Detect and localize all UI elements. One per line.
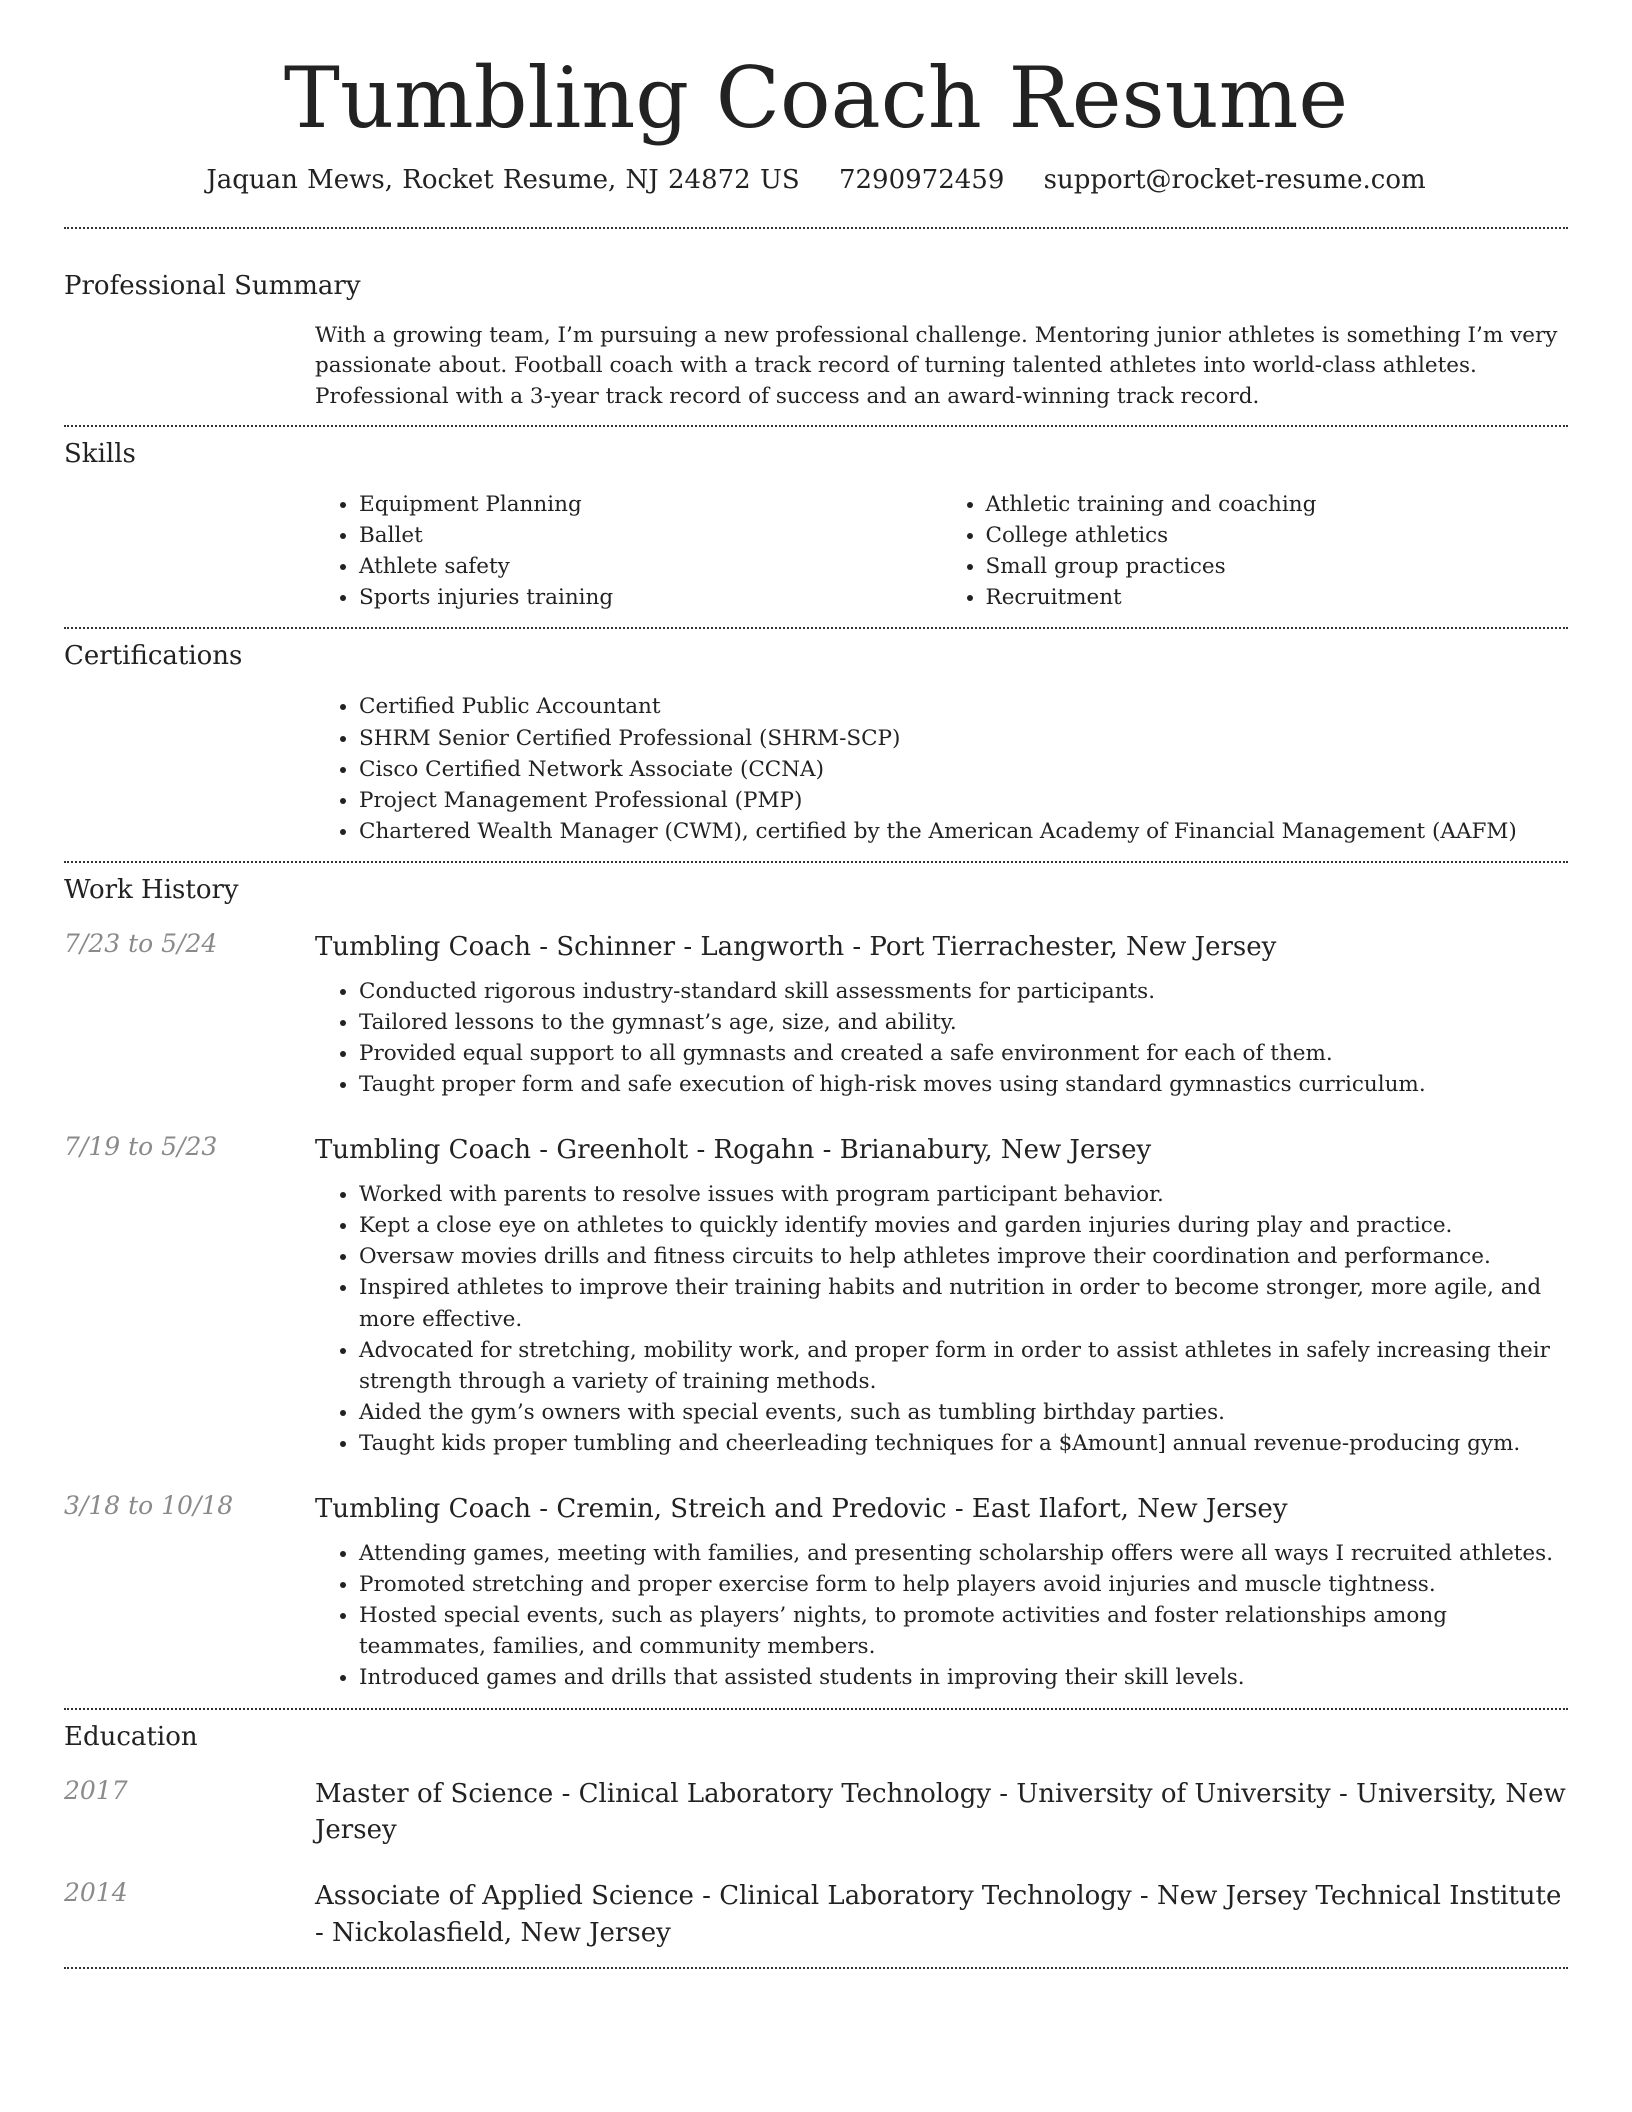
skills-right-column [942,489,1569,614]
job-bullet: • Attending games, meeting with families, and presenting scholarship offers were all ways I recruited athletes. [359,1538,1568,1569]
resume-title: Tumbling Coach Resume [283,49,1349,147]
job-bullets [315,976,1568,1101]
job-bullets [315,1179,1568,1460]
contact-address: Jaquan Mews, Rocket Resume, NJ 24872 US [206,164,800,195]
job-bullet: • Hosted special events, such as players’ nights, to promote activities and foster relationships among teammates, families, and community members. [359,1600,1568,1662]
skills-section [0,427,1632,614]
job-entry [64,1132,1568,1459]
job-bullet: • Worked with parents to resolve issues with program participant behavior. [359,1179,1568,1210]
certification-item: • SHRM Senior Certified Professional (SHRM-SCP) [359,723,1568,754]
skills-heading: Skills [64,438,136,469]
skill-item: • Ballet [359,520,942,551]
contact-phone: 7290972459 [838,164,1005,195]
certification-item: • Project Management Professional (PMP) [359,785,1568,816]
job-bullet: • Inspired athletes to improve their training habits and nutrition in order to become stronger, more agile, and more effective. [359,1272,1568,1334]
resume-header [0,0,1632,195]
job-title: Tumbling Coach - Schinner - Langworth - Port Tierrachester, New Jersey [315,932,1277,963]
education-entry [64,1776,1568,1849]
summary-section [0,229,1632,413]
job-dates: 3/18 to 10/18 [64,1491,234,1521]
job-bullet: • Kept a close eye on athletes to quickly identify movies and garden injuries during play and practice. [359,1210,1568,1241]
skill-item: • Athlete safety [359,551,942,582]
job-bullet: • Conducted rigorous industry-standard skill assessments for participants. [359,976,1568,1007]
contact-line [0,165,1632,195]
education-year: 2014 [64,1878,128,1908]
skill-item: • Athletic training and coaching [986,489,1569,520]
skills-left-column [315,489,942,614]
skill-item: • Small group practices [986,551,1569,582]
education-entry [64,1878,1568,1951]
section-divider [64,1967,1568,1969]
certification-item: • Cisco Certified Network Associate (CCNA) [359,754,1568,785]
job-dates: 7/19 to 5/23 [64,1132,218,1162]
skill-item: • College athletics [986,520,1569,551]
skill-item: • Equipment Planning [359,489,942,520]
job-bullet: • Provided equal support to all gymnasts and created a safe environment for each of them. [359,1038,1568,1069]
job-bullet: • Advocated for stretching, mobility work, and proper form in order to assist athletes in safely increasing their strength through a variety of training methods. [359,1335,1568,1397]
job-bullet: • Tailored lessons to the gymnast’s age, size, and ability. [359,1007,1568,1038]
job-dates: 7/23 to 5/24 [64,929,218,959]
skill-item: • Sports injuries training [359,582,942,613]
education-title: Master of Science - Clinical Laboratory Technology - University of University - University, New Jersey [315,1778,1566,1845]
job-bullet: • Oversaw movies drills and fitness circuits to help athletes improve their coordination and performance. [359,1241,1568,1272]
certification-item: • Chartered Wealth Manager (CWM), certified by the American Academy of Financial Management (AAFM) [359,816,1568,847]
skill-item: • Recruitment [986,582,1569,613]
education-heading: Education [64,1721,198,1752]
job-bullet: • Introduced games and drills that assisted students in improving their skill levels. [359,1662,1568,1693]
certifications-section [0,629,1632,847]
education-year: 2017 [64,1775,128,1805]
certifications-heading: Certifications [64,641,243,672]
job-title: Tumbling Coach - Greenholt - Rogahn - Brianabury, New Jersey [315,1135,1152,1166]
job-bullets [315,1538,1568,1694]
job-bullet: • Taught proper form and safe execution of high-risk moves using standard gymnastics curriculum. [359,1069,1568,1100]
certification-item: • Certified Public Accountant [359,691,1568,722]
certifications-list [315,691,1568,847]
job-entry [64,1491,1568,1693]
work-history-heading: Work History [64,875,239,906]
skills-list [315,489,1568,614]
work-history-section [0,863,1632,1693]
job-bullet: • Promoted stretching and proper exercise form to help players avoid injuries and muscle tightness. [359,1569,1568,1600]
summary-heading: Professional Summary [64,270,361,301]
job-title: Tumbling Coach - Cremin, Streich and Predovic - East Ilafort, New Jersey [315,1494,1288,1525]
education-title: Associate of Applied Science - Clinical Laboratory Technology - New Jersey Technical Institute - Nickolasfield, New Jersey [315,1881,1562,1948]
education-section [0,1710,1632,1952]
job-bullet: • Taught kids proper tumbling and cheerleading techniques for a $Amount] annual revenue-producing gym. [359,1428,1568,1459]
job-entry [64,929,1568,1100]
job-bullet: • Aided the gym’s owners with special events, such as tumbling birthday parties. [359,1397,1568,1428]
contact-email: support@rocket-resume.com [1043,164,1426,195]
summary-text: With a growing team, I’m pursuing a new professional challenge. Mentoring junior athletes is something I’m very passionate about. Football coach with a track record of turning talented athletes into world-class athletes. Professional with a 3-year track record of success and an award-winning track record. [315,322,1558,410]
